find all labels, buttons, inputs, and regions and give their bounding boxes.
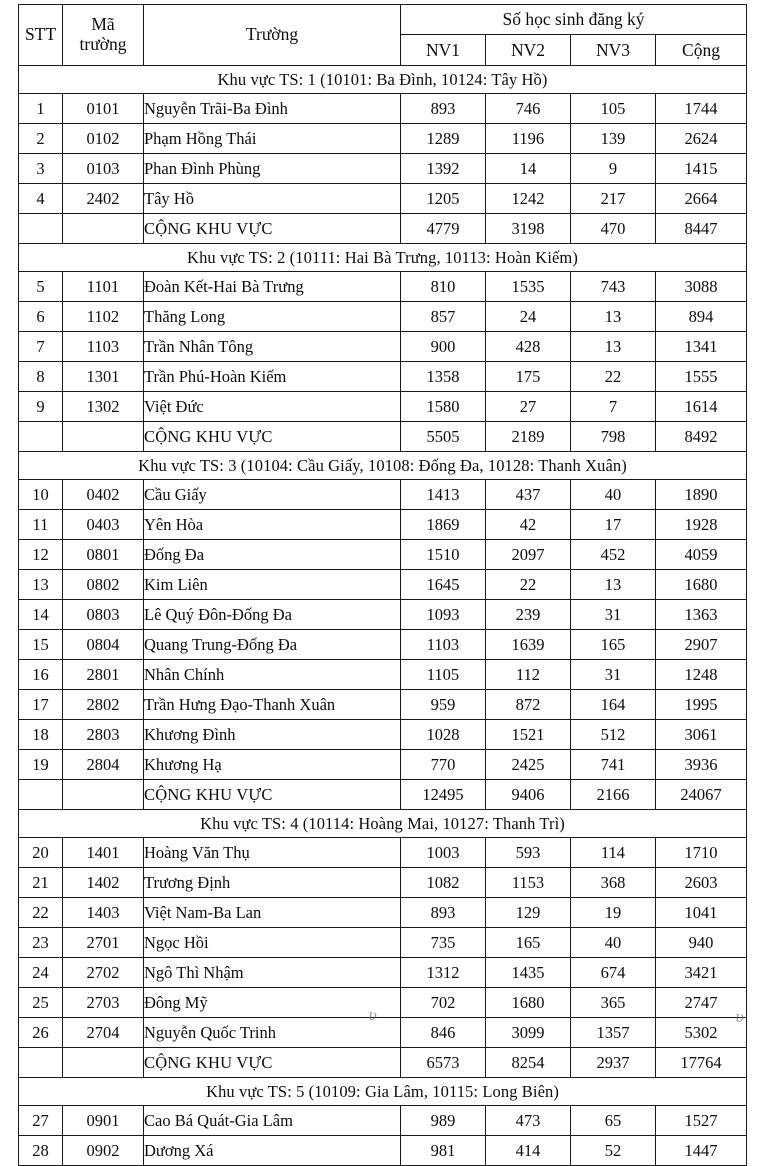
column-header-nv1: NV1	[401, 35, 486, 66]
cell-nv2: 1521	[486, 720, 571, 750]
cell-summary-total: 8447	[656, 214, 747, 244]
cell-school-code: 2802	[63, 690, 144, 720]
cell-school-name: Đoàn Kết-Hai Bà Trưng	[144, 272, 401, 302]
region-band-row	[19, 244, 747, 272]
cell-school-name: Tây Hồ	[144, 184, 401, 214]
cell-school-name: Việt Nam-Ba Lan	[144, 898, 401, 928]
cell-nv2: 746	[486, 94, 571, 124]
cell-nv1: 1358	[401, 362, 486, 392]
cell-nv1: 1103	[401, 630, 486, 660]
table-row	[19, 154, 747, 184]
cell-stt: 9	[19, 392, 63, 422]
cell-nv3: 31	[571, 600, 656, 630]
cell-stt: 25	[19, 988, 63, 1018]
cell-nv1: 770	[401, 750, 486, 780]
cell-summary-nv3: 798	[571, 422, 656, 452]
cell-nv3: 365	[571, 988, 656, 1018]
cell-nv3: 31	[571, 660, 656, 690]
cell-stt: 7	[19, 332, 63, 362]
region-band-row	[19, 1078, 747, 1106]
region-summary-row	[19, 214, 747, 244]
cell-nv1: 1312	[401, 958, 486, 988]
cell-school-code: 2702	[63, 958, 144, 988]
region-summary-label: CỘNG KHU VỰC	[144, 214, 401, 244]
cell-stt: 4	[19, 184, 63, 214]
cell-school-name: Quang Trung-Đống Đa	[144, 630, 401, 660]
cell-total: 1710	[656, 838, 747, 868]
table-row	[19, 898, 747, 928]
cell-nv2: 112	[486, 660, 571, 690]
cell-school-code: 2803	[63, 720, 144, 750]
table-row	[19, 630, 747, 660]
cell-school-name: Cầu Giấy	[144, 480, 401, 510]
cell-nv2: 165	[486, 928, 571, 958]
cell-school-name: Đống Đa	[144, 540, 401, 570]
cell-nv1: 1645	[401, 570, 486, 600]
cell-stt-empty	[19, 214, 63, 244]
cell-stt: 3	[19, 154, 63, 184]
table-row	[19, 750, 747, 780]
cell-summary-nv3: 2166	[571, 780, 656, 810]
cell-nv3: 1357	[571, 1018, 656, 1048]
cell-nv2: 1196	[486, 124, 571, 154]
table-body	[19, 66, 747, 1166]
cell-nv3: 105	[571, 94, 656, 124]
table-row	[19, 838, 747, 868]
cell-nv1: 1205	[401, 184, 486, 214]
cell-school-name: Trần Nhân Tông	[144, 332, 401, 362]
cell-total: 5302	[656, 1018, 747, 1048]
cell-stt: 12	[19, 540, 63, 570]
cell-summary-nv2: 8254	[486, 1048, 571, 1078]
cell-nv3: 9	[571, 154, 656, 184]
cell-nv3: 52	[571, 1136, 656, 1166]
cell-summary-total: 24067	[656, 780, 747, 810]
cell-school-code: 1101	[63, 272, 144, 302]
region-band-label: Khu vực TS: 3 (10104: Cầu Giấy, 10108: Đống Đa, 10128: Thanh Xuân)	[19, 452, 747, 480]
cell-school-name: Việt Đức	[144, 392, 401, 422]
cell-nv3: 17	[571, 510, 656, 540]
cell-school-name: Ngọc Hồi	[144, 928, 401, 958]
cell-nv2: 473	[486, 1106, 571, 1136]
document-sheet	[18, 4, 746, 1166]
cell-school-code-empty	[63, 422, 144, 452]
cell-school-name: Khương Hạ	[144, 750, 401, 780]
cell-nv2: 428	[486, 332, 571, 362]
cell-nv2: 1535	[486, 272, 571, 302]
cell-stt: 15	[19, 630, 63, 660]
cell-school-code: 1302	[63, 392, 144, 422]
region-band-label: Khu vực TS: 2 (10111: Hai Bà Trưng, 10113: Hoàn Kiếm)	[19, 244, 747, 272]
cell-stt: 18	[19, 720, 63, 750]
region-summary-row	[19, 422, 747, 452]
cell-nv1: 989	[401, 1106, 486, 1136]
cell-summary-nv2: 9406	[486, 780, 571, 810]
cell-nv2: 22	[486, 570, 571, 600]
cell-total: 1744	[656, 94, 747, 124]
cell-nv2: 1639	[486, 630, 571, 660]
cell-nv2: 1242	[486, 184, 571, 214]
cell-school-code: 2804	[63, 750, 144, 780]
region-band-label: Khu vực TS: 4 (10114: Hoàng Mai, 10127: Thanh Trì)	[19, 810, 747, 838]
table-row	[19, 1106, 747, 1136]
cell-stt: 10	[19, 480, 63, 510]
table-row	[19, 720, 747, 750]
table-row	[19, 958, 747, 988]
cell-nv1: 959	[401, 690, 486, 720]
cell-total: 1248	[656, 660, 747, 690]
cell-nv1: 1105	[401, 660, 486, 690]
cell-nv1: 846	[401, 1018, 486, 1048]
cell-stt: 28	[19, 1136, 63, 1166]
handwriting-mark-right: ʋ	[735, 1008, 745, 1026]
cell-nv1: 1510	[401, 540, 486, 570]
table-row	[19, 184, 747, 214]
cell-school-code-empty	[63, 214, 144, 244]
cell-nv3: 13	[571, 302, 656, 332]
cell-school-code: 0103	[63, 154, 144, 184]
cell-school-code: 2402	[63, 184, 144, 214]
cell-nv3: 114	[571, 838, 656, 868]
cell-nv1: 1580	[401, 392, 486, 422]
cell-nv1: 1869	[401, 510, 486, 540]
table-row	[19, 302, 747, 332]
cell-nv1: 1003	[401, 838, 486, 868]
cell-nv1: 893	[401, 898, 486, 928]
cell-total: 2747	[656, 988, 747, 1018]
cell-stt: 16	[19, 660, 63, 690]
cell-school-code: 2704	[63, 1018, 144, 1048]
cell-nv3: 217	[571, 184, 656, 214]
table-row	[19, 272, 747, 302]
cell-school-name: Thăng Long	[144, 302, 401, 332]
cell-school-name: Cao Bá Quát-Gia Lâm	[144, 1106, 401, 1136]
table-row	[19, 868, 747, 898]
cell-school-name: Đông Mỹ	[144, 988, 401, 1018]
cell-total: 1527	[656, 1106, 747, 1136]
cell-school-code: 2703	[63, 988, 144, 1018]
cell-stt: 2	[19, 124, 63, 154]
cell-school-code: 0901	[63, 1106, 144, 1136]
cell-total: 1555	[656, 362, 747, 392]
cell-total: 940	[656, 928, 747, 958]
cell-summary-total: 17764	[656, 1048, 747, 1078]
cell-total: 3936	[656, 750, 747, 780]
cell-stt: 13	[19, 570, 63, 600]
region-summary-label: CỘNG KHU VỰC	[144, 422, 401, 452]
enrollment-table	[18, 4, 747, 1166]
table-row	[19, 660, 747, 690]
cell-school-code: 1102	[63, 302, 144, 332]
cell-nv2: 27	[486, 392, 571, 422]
cell-nv1: 1028	[401, 720, 486, 750]
cell-school-name: Nguyễn Quốc Trinh	[144, 1018, 401, 1048]
cell-nv3: 65	[571, 1106, 656, 1136]
cell-school-code: 0402	[63, 480, 144, 510]
cell-school-name: Trương Định	[144, 868, 401, 898]
table-row	[19, 570, 747, 600]
cell-stt: 14	[19, 600, 63, 630]
region-summary-label: CỘNG KHU VỰC	[144, 1048, 401, 1078]
cell-total: 1928	[656, 510, 747, 540]
cell-nv1: 1413	[401, 480, 486, 510]
cell-school-name: Lê Quý Đôn-Đống Đa	[144, 600, 401, 630]
cell-total: 894	[656, 302, 747, 332]
cell-nv3: 13	[571, 332, 656, 362]
cell-nv2: 593	[486, 838, 571, 868]
cell-school-code-empty	[63, 780, 144, 810]
cell-school-code: 1402	[63, 868, 144, 898]
cell-stt: 6	[19, 302, 63, 332]
column-header-school: Trường	[144, 5, 401, 66]
header-row-top	[19, 5, 747, 35]
cell-nv2: 42	[486, 510, 571, 540]
cell-stt: 1	[19, 94, 63, 124]
cell-stt: 22	[19, 898, 63, 928]
cell-school-name: Yên Hòa	[144, 510, 401, 540]
cell-nv3: 512	[571, 720, 656, 750]
cell-stt: 11	[19, 510, 63, 540]
cell-nv3: 743	[571, 272, 656, 302]
cell-nv3: 368	[571, 868, 656, 898]
cell-total: 1995	[656, 690, 747, 720]
cell-total: 3088	[656, 272, 747, 302]
region-band-label: Khu vực TS: 5 (10109: Gia Lâm, 10115: Long Biên)	[19, 1078, 747, 1106]
cell-school-code: 1401	[63, 838, 144, 868]
table-row	[19, 928, 747, 958]
table-row	[19, 94, 747, 124]
cell-nv3: 40	[571, 480, 656, 510]
cell-nv2: 2425	[486, 750, 571, 780]
cell-stt: 27	[19, 1106, 63, 1136]
cell-nv1: 702	[401, 988, 486, 1018]
cell-stt: 19	[19, 750, 63, 780]
column-header-school-code-line1: Mã	[91, 14, 115, 35]
cell-school-code: 0403	[63, 510, 144, 540]
cell-stt-empty	[19, 780, 63, 810]
cell-school-code: 1403	[63, 898, 144, 928]
cell-nv2: 437	[486, 480, 571, 510]
cell-nv3: 452	[571, 540, 656, 570]
column-header-group-registered: Số học sinh đăng ký	[401, 5, 747, 35]
cell-summary-nv1: 6573	[401, 1048, 486, 1078]
cell-nv2: 24	[486, 302, 571, 332]
cell-school-name: Phan Đình Phùng	[144, 154, 401, 184]
cell-school-code: 0804	[63, 630, 144, 660]
handwriting-mark-left: ʋ	[368, 1006, 378, 1024]
region-summary-row	[19, 1048, 747, 1078]
cell-total: 1041	[656, 898, 747, 928]
table-row	[19, 124, 747, 154]
cell-nv2: 3099	[486, 1018, 571, 1048]
cell-nv3: 40	[571, 928, 656, 958]
cell-total: 4059	[656, 540, 747, 570]
cell-nv3: 139	[571, 124, 656, 154]
cell-total: 1415	[656, 154, 747, 184]
cell-school-code: 0902	[63, 1136, 144, 1166]
cell-total: 1447	[656, 1136, 747, 1166]
cell-nv1: 857	[401, 302, 486, 332]
cell-school-code: 0102	[63, 124, 144, 154]
cell-school-name: Trần Phú-Hoàn Kiếm	[144, 362, 401, 392]
column-header-stt: STT	[19, 5, 63, 66]
column-header-nv2: NV2	[486, 35, 571, 66]
table-row	[19, 362, 747, 392]
cell-school-code: 0101	[63, 94, 144, 124]
cell-school-code: 0801	[63, 540, 144, 570]
cell-stt: 8	[19, 362, 63, 392]
cell-total: 2624	[656, 124, 747, 154]
region-summary-label: CỘNG KHU VỰC	[144, 780, 401, 810]
cell-total: 2907	[656, 630, 747, 660]
cell-nv2: 872	[486, 690, 571, 720]
cell-stt: 26	[19, 1018, 63, 1048]
cell-summary-nv3: 470	[571, 214, 656, 244]
cell-school-code: 0803	[63, 600, 144, 630]
cell-nv2: 1435	[486, 958, 571, 988]
region-band-row	[19, 810, 747, 838]
table-row	[19, 480, 747, 510]
cell-nv2: 14	[486, 154, 571, 184]
cell-total: 1890	[656, 480, 747, 510]
cell-nv1: 1392	[401, 154, 486, 184]
table-row	[19, 600, 747, 630]
cell-total: 2603	[656, 868, 747, 898]
cell-school-code: 1103	[63, 332, 144, 362]
table-header	[19, 5, 747, 66]
cell-total: 1680	[656, 570, 747, 600]
cell-summary-nv3: 2937	[571, 1048, 656, 1078]
table-row	[19, 392, 747, 422]
cell-school-name: Khương Đình	[144, 720, 401, 750]
cell-nv3: 19	[571, 898, 656, 928]
region-band-label: Khu vực TS: 1 (10101: Ba Đình, 10124: Tây Hồ)	[19, 66, 747, 94]
cell-total: 3061	[656, 720, 747, 750]
cell-total: 1614	[656, 392, 747, 422]
cell-school-name: Hoàng Văn Thụ	[144, 838, 401, 868]
cell-stt: 5	[19, 272, 63, 302]
cell-school-code: 1301	[63, 362, 144, 392]
cell-nv1: 1093	[401, 600, 486, 630]
cell-school-code-empty	[63, 1048, 144, 1078]
column-header-total: Cộng	[656, 35, 747, 66]
cell-nv3: 165	[571, 630, 656, 660]
cell-nv2: 414	[486, 1136, 571, 1166]
cell-stt: 17	[19, 690, 63, 720]
column-header-nv3: NV3	[571, 35, 656, 66]
cell-nv2: 1153	[486, 868, 571, 898]
cell-nv2: 239	[486, 600, 571, 630]
cell-nv2: 129	[486, 898, 571, 928]
column-header-school-code-line2: trường	[79, 34, 127, 54]
cell-nv1: 1289	[401, 124, 486, 154]
cell-school-name: Dương Xá	[144, 1136, 401, 1166]
table-row	[19, 690, 747, 720]
column-header-school-code	[63, 5, 144, 66]
cell-nv3: 7	[571, 392, 656, 422]
cell-nv3: 13	[571, 570, 656, 600]
table-row	[19, 332, 747, 362]
region-band-row	[19, 66, 747, 94]
cell-summary-nv1: 12495	[401, 780, 486, 810]
table-row	[19, 988, 747, 1018]
cell-school-name: Trần Hưng Đạo-Thanh Xuân	[144, 690, 401, 720]
cell-stt: 21	[19, 868, 63, 898]
cell-nv1: 893	[401, 94, 486, 124]
cell-nv3: 22	[571, 362, 656, 392]
cell-nv3: 741	[571, 750, 656, 780]
cell-nv1: 735	[401, 928, 486, 958]
cell-nv1: 1082	[401, 868, 486, 898]
cell-summary-nv1: 5505	[401, 422, 486, 452]
cell-summary-nv1: 4779	[401, 214, 486, 244]
cell-stt: 23	[19, 928, 63, 958]
cell-school-code: 2701	[63, 928, 144, 958]
cell-school-code: 2801	[63, 660, 144, 690]
cell-total: 1363	[656, 600, 747, 630]
cell-school-name: Nguyễn Trãi-Ba Đình	[144, 94, 401, 124]
cell-total: 1341	[656, 332, 747, 362]
cell-stt-empty	[19, 422, 63, 452]
cell-school-name: Nhân Chính	[144, 660, 401, 690]
table-row	[19, 1136, 747, 1166]
cell-stt: 20	[19, 838, 63, 868]
cell-summary-nv2: 2189	[486, 422, 571, 452]
cell-total: 2664	[656, 184, 747, 214]
cell-school-name: Phạm Hồng Thái	[144, 124, 401, 154]
cell-stt: 24	[19, 958, 63, 988]
cell-nv1: 981	[401, 1136, 486, 1166]
cell-nv2: 175	[486, 362, 571, 392]
table-row	[19, 1018, 747, 1048]
cell-summary-total: 8492	[656, 422, 747, 452]
cell-school-name: Kim Liên	[144, 570, 401, 600]
cell-nv2: 1680	[486, 988, 571, 1018]
cell-nv3: 674	[571, 958, 656, 988]
cell-stt-empty	[19, 1048, 63, 1078]
cell-school-name: Ngô Thì Nhậm	[144, 958, 401, 988]
cell-nv1: 810	[401, 272, 486, 302]
cell-nv2: 2097	[486, 540, 571, 570]
region-band-row	[19, 452, 747, 480]
cell-school-code: 0802	[63, 570, 144, 600]
table-row	[19, 540, 747, 570]
cell-summary-nv2: 3198	[486, 214, 571, 244]
cell-nv1: 900	[401, 332, 486, 362]
region-summary-row	[19, 780, 747, 810]
cell-nv3: 164	[571, 690, 656, 720]
table-row	[19, 510, 747, 540]
cell-total: 3421	[656, 958, 747, 988]
